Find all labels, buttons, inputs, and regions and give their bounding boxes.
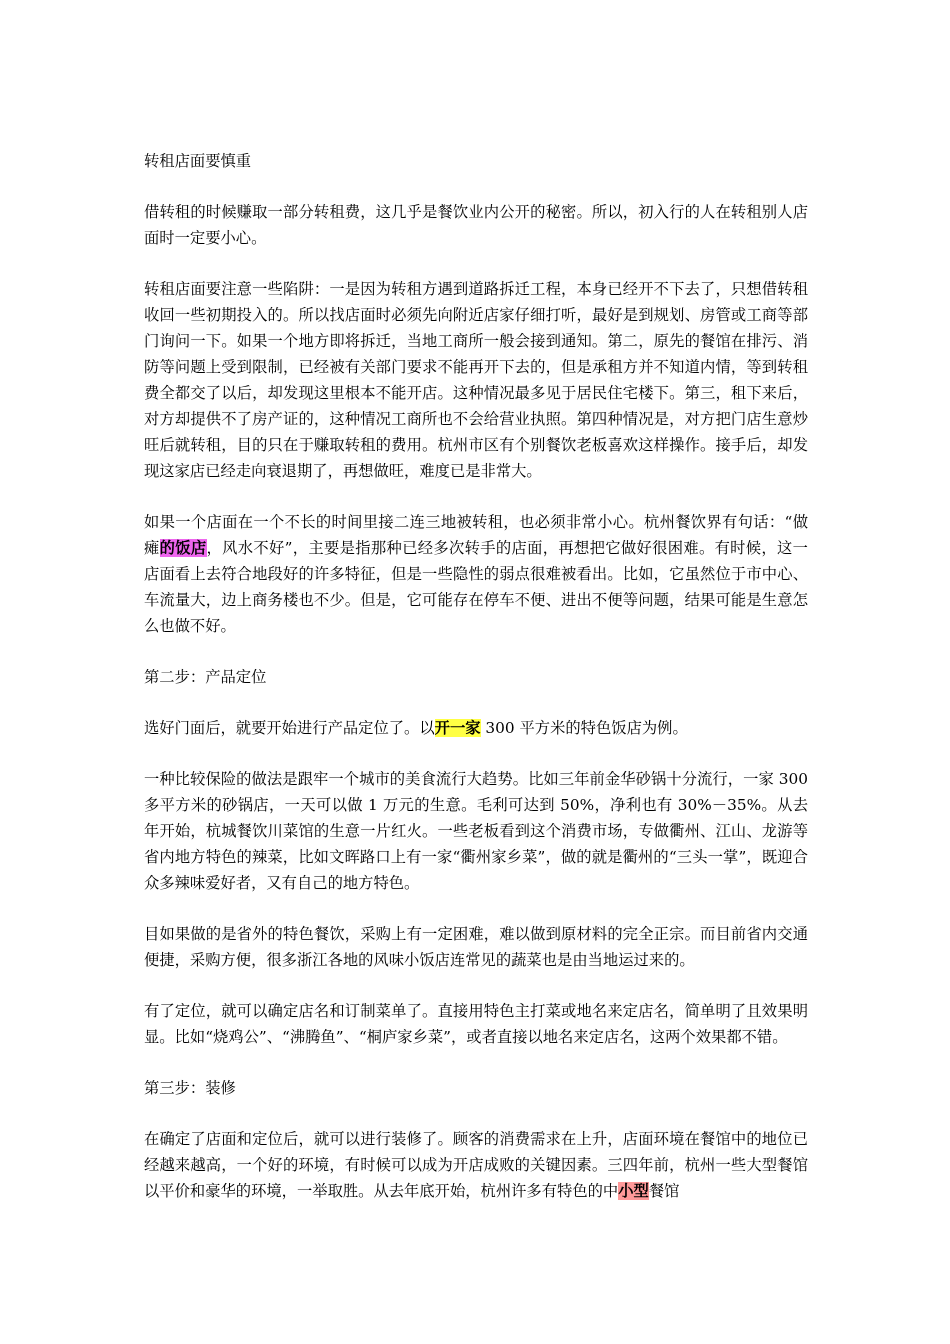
paragraph-text: 选好门面后，就要开始进行产品定位了。以 [144,719,435,737]
paragraph-naming: 有了定位，就可以确定店名和订制菜单了。直接用特色主打菜或地名来定店名，简单明了且效果明显。比如“烧鸡公”、“沸腾鱼”、“桐庐家乡菜”，或者直接以地名来定店名，这两个效果都不错。 [144,1002,808,1046]
paragraph-sourcing: 目如果做的是省外的特色餐饮，采购上有一定困难，难以做到原材料的完全正宗。而目前省内交通便捷，采购方便，很多浙江各地的风味小饭店连常见的蔬菜也是由当地运过来的。 [144,925,808,969]
paragraph-decoration [144,1126,808,1204]
step-two-heading: 第二步：产品定位 [144,668,267,686]
paragraph-text: 如果一个店面在一个不长的时间里接二连三地被转租，也必须非常小心。杭州餐饮界有句话：“做瘫 [144,513,808,557]
step-three-heading: 第三步：装修 [144,1079,236,1097]
paragraph-repeated-transfer [144,509,808,639]
paragraph-intro: 借转租的时候赚取一部分转租费，这几乎是餐饮业内公开的秘密。所以，初入行的人在转租别人店面时一定要小心。 [144,203,808,247]
paragraph-text: 餐馆 [648,1182,680,1200]
paragraph-text: 在确定了店面和定位后，就可以进行装修了。顾客的消费需求在上升，店面环境在餐馆中的地位已经越来越高，一个好的环境，有时候可以成为开店成败的关键因素。三四年前，杭州一些大型餐馆以平价和豪华的环境，一举取胜。从去年底开始，杭州许多有特色的中 [144,1130,808,1200]
paragraph-traps: 转租店面要注意一些陷阱：一是因为转租方遇到道路拆迁工程，本身已经开不下去了，只想借转租收回一些初期投入的。所以找店面时必须先向附近店家仔细打听，最好是到规划、房管或工商等部门询问一下。如果一个地方即将拆迁，当地工商所一般会接到通知。第二，原先的餐馆在排污、消防等问题上受到限制，已经被有关部门要求不能再开下去的，但是承租方并不知道内情，等到转租费全都交了以后，却发现这里根本不能开店。这种情况最多见于居民住宅楼下。第三，租下来后，对方却提供不了房产证的，这种情况工商所也不会给营业执照。第四种情况是，对方把门店生意炒旺后就转租，目的只在于赚取转租的费用。杭州市区有个别餐饮老板喜欢这样操作。接手后，却发现这家店已经走向衰退期了，再想做旺，难度已是非常大。 [144,280,808,480]
section-title: 转租店面要慎重 [144,152,252,170]
highlighted-text: 小型 [618,1182,649,1200]
paragraph-food-trends: 一种比较保险的做法是跟牢一个城市的美食流行大趋势。比如三年前金华砂锅十分流行，一家 300 多平方米的砂锅店，一天可以做 1 万元的生意。毛利可达到 50%，净利也有 30%－35%。从去年开始，杭城餐饮川菜馆的生意一片红火。一些老板看到这个消费市场，专做衢州、江山、龙游等省内地方特色的辣菜，比如文晖路口上有一家“衢州家乡菜”，做的就是衢州的“三头一掌”，既迎合众多辣味爱好者，又有自己的地方特色。 [144,770,808,892]
document-page [144,148,808,1229]
highlighted-text: 的饭店 [159,539,207,557]
paragraph-product-positioning [144,715,808,741]
paragraph-text: 300 平方米的特色饭店为例。 [480,719,688,737]
paragraph-text: ，风水不好”，主要是指那种已经多次转手的店面，再想把它做好很困难。有时候，这一店面看上去符合地段好的许多特征，但是一些隐性的弱点很难被看出。比如，它虽然位于市中心、车流量大，边上商务楼也不少。但是，它可能存在停车不便、进出不便等问题，结果可能是生意怎么也做不好。 [144,539,808,635]
highlighted-text: 开一家 [434,719,481,737]
